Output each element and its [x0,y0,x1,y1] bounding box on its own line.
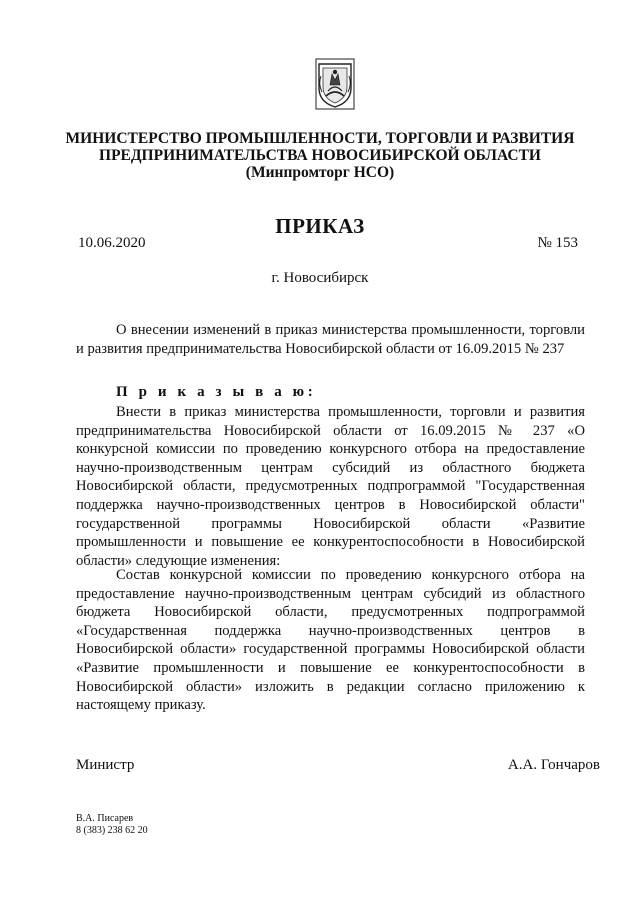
document-subject: О внесении изменений в приказ министерства промышленности, торговли и развития предпринимательства Новосибирской области от 16.09.2015 № 237 [76,322,585,357]
signatory-name: А.А. Гончаров [507,757,600,773]
signatory-position: Министр [76,757,135,773]
executor-phone: 8 (383) 238 62 20 [76,825,148,836]
ministry-name-line1: МИНИСТЕРСТВО ПРОМЫШЛЕННОСТИ, ТОРГОВЛИ И РАЗВИТИЯ [65,130,575,147]
document-date: 10.06.2020 [78,235,146,251]
document-number: № 153 [537,235,578,251]
order-paragraph-1: Внести в приказ министерства промышленности, торговли и развития предпринимательства Новосибирской области от 16.09.2015 № 237 «О конкурсной комиссии по проведению конкурсного отбора на предоставление научно-производственным центрам субсидий из областного бюджета Новосибирской области, предусмотренных подпрограммой "Государственная поддержка научно-производственных центров в Новосибирской области" государственной программы Новосибирской области «Развитие промышленности и повышение ее конкурентоспособности в Новосибирской области» следующие изменения: [76,404,585,569]
novosibirsk-coat-of-arms-icon [315,58,355,110]
order-paragraph-2: Состав конкурсной комиссии по проведению конкурсного отбора на предоставление научно-производственным центрам субсидий из областного бюджета Новосибирской области, предусмотренных подпрограммой «Государственная поддержка научно-производственных центров в Новосибирской области» государственной программы Новосибирской области «Развитие промышленности и повышение ее конкурентоспособности в Новосибирской области» изложить в редакции согласно приложению к настоящему приказу. [76,567,585,714]
orders-label: П р и к а з ы в а ю: [116,384,317,400]
executor-name: В.А. Писарев [76,813,134,824]
document-title: ПРИКАЗ [275,214,365,238]
ministry-short-name: (Минпромторг НСО) [245,164,395,181]
document-city: г. Новосибирск [271,270,369,286]
ministry-name-line2: ПРЕДПРИНИМАТЕЛЬСТВА НОВОСИБИРСКОЙ ОБЛАСТИ [99,147,541,164]
